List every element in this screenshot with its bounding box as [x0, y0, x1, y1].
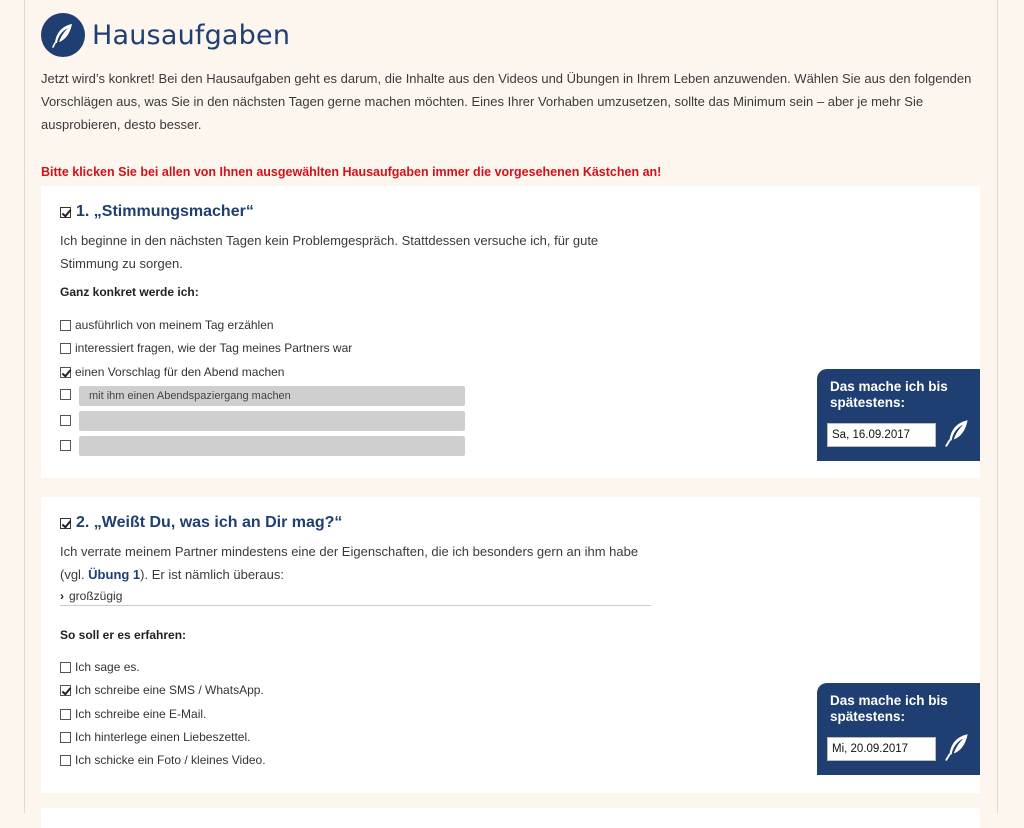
option-label: interessiert fragen, wie der Tag meines Partners war	[75, 341, 353, 355]
option-checkbox[interactable]	[60, 709, 71, 720]
task-title-text: 1. „Stimmungsmacher“	[76, 203, 254, 220]
feather-icon[interactable]	[941, 417, 973, 454]
task-checkbox-1[interactable]	[60, 207, 71, 218]
chevron-right-icon: ›	[60, 588, 64, 603]
trait-value: großzügig	[69, 588, 123, 603]
option-2-2[interactable]	[60, 682, 264, 698]
option-2-5[interactable]	[60, 752, 266, 768]
feather-icon[interactable]	[941, 731, 973, 768]
option-label: Ich sage es.	[75, 660, 140, 674]
free-input-checkbox-1[interactable]	[60, 389, 71, 400]
option-label: Ich schreibe eine SMS / WhatsApp.	[75, 683, 264, 697]
task-description-2	[60, 541, 660, 586]
description-text: ). Er ist nämlich überaus:	[140, 566, 284, 582]
deadline-date-input[interactable]: Mi, 20.09.2017	[827, 737, 936, 761]
option-checkbox[interactable]	[60, 732, 71, 743]
intro-text: Jetzt wird’s konkret! Bei den Hausaufgaben geht es darum, die Inhalte aus den Videos und Übungen in Ihrem Leben anzuwenden. Wählen Sie aus den folgenden Vorschlägen aus, was Sie in den nächsten Tagen gerne machen möchten. Eines Ihrer Vorhaben umzusetzen, sollte das Minimum sein – aber je mehr Sie ausprobieren, desto besser.	[41, 71, 972, 132]
option-1-2[interactable]	[60, 340, 352, 356]
option-checkbox[interactable]	[60, 685, 71, 696]
page-title: Hausaufgaben	[92, 19, 291, 51]
sub-heading-2: So soll er es erfahren:	[60, 628, 187, 642]
option-2-4[interactable]	[60, 729, 250, 745]
task-title-text: 2. „Weißt Du, was ich an Dir mag?“	[76, 514, 343, 531]
option-label: einen Vorschlag für den Abend machen	[75, 365, 285, 379]
deadline-label: Das mache ich bis spätestens:	[830, 379, 948, 410]
option-1-3[interactable]	[60, 364, 284, 380]
option-checkbox[interactable]	[60, 343, 71, 354]
task-description-1: Ich beginne in den nächsten Tagen kein Problemgespräch. Stattdessen versuche ich, für gute Stimmung zu sorgen.	[60, 233, 599, 271]
page-header	[41, 13, 290, 57]
free-input-checkbox-2[interactable]	[60, 415, 71, 426]
deadline-block-1	[817, 369, 980, 461]
deadline-label: Das mache ich bis spätestens:	[830, 693, 948, 724]
option-2-3[interactable]	[60, 706, 206, 722]
deadline-block-2	[817, 683, 980, 775]
option-2-1[interactable]	[60, 659, 140, 675]
free-input-2[interactable]	[79, 411, 465, 431]
option-label: Ich schreibe eine E-Mail.	[75, 707, 207, 721]
warning-text: Bitte klicken Sie bei allen von Ihnen ausgewählten Hausaufgaben immer die vorgesehenen Kästchen an!	[41, 165, 662, 179]
option-label: Ich hinterlege einen Liebeszettel.	[75, 730, 251, 744]
option-label: Ich schicke ein Foto / kleines Video.	[75, 753, 266, 767]
sub-heading-1: Ganz konkret werde ich:	[60, 285, 199, 299]
task-title-1[interactable]	[60, 203, 254, 221]
option-checkbox[interactable]	[60, 755, 71, 766]
free-input-3[interactable]	[79, 436, 465, 456]
exercise-link[interactable]: Übung 1	[88, 566, 141, 582]
free-input-checkbox-3[interactable]	[60, 440, 71, 451]
option-label: ausführlich von meinem Tag erzählen	[75, 318, 274, 332]
option-checkbox[interactable]	[60, 320, 71, 331]
description-text: Ich verrate meinem Partner mindestens eine der Eigenschaften, die ich besonders gern an ihm habe (vgl.	[60, 544, 639, 582]
deadline-date-input[interactable]: Sa, 16.09.2017	[827, 423, 936, 447]
task-card-2	[41, 497, 980, 793]
task-card-3	[41, 808, 980, 828]
task-title-2[interactable]	[60, 514, 342, 532]
page-container	[24, 0, 998, 813]
option-1-1[interactable]	[60, 317, 274, 333]
option-checkbox[interactable]	[60, 662, 71, 673]
trait-select[interactable]	[60, 586, 651, 606]
option-checkbox[interactable]	[60, 367, 71, 378]
feather-icon	[41, 13, 85, 57]
task-card-1	[41, 186, 980, 478]
task-checkbox-2[interactable]	[60, 518, 71, 529]
free-input-1[interactable]: mit ihm einen Abendspaziergang machen	[79, 386, 465, 406]
